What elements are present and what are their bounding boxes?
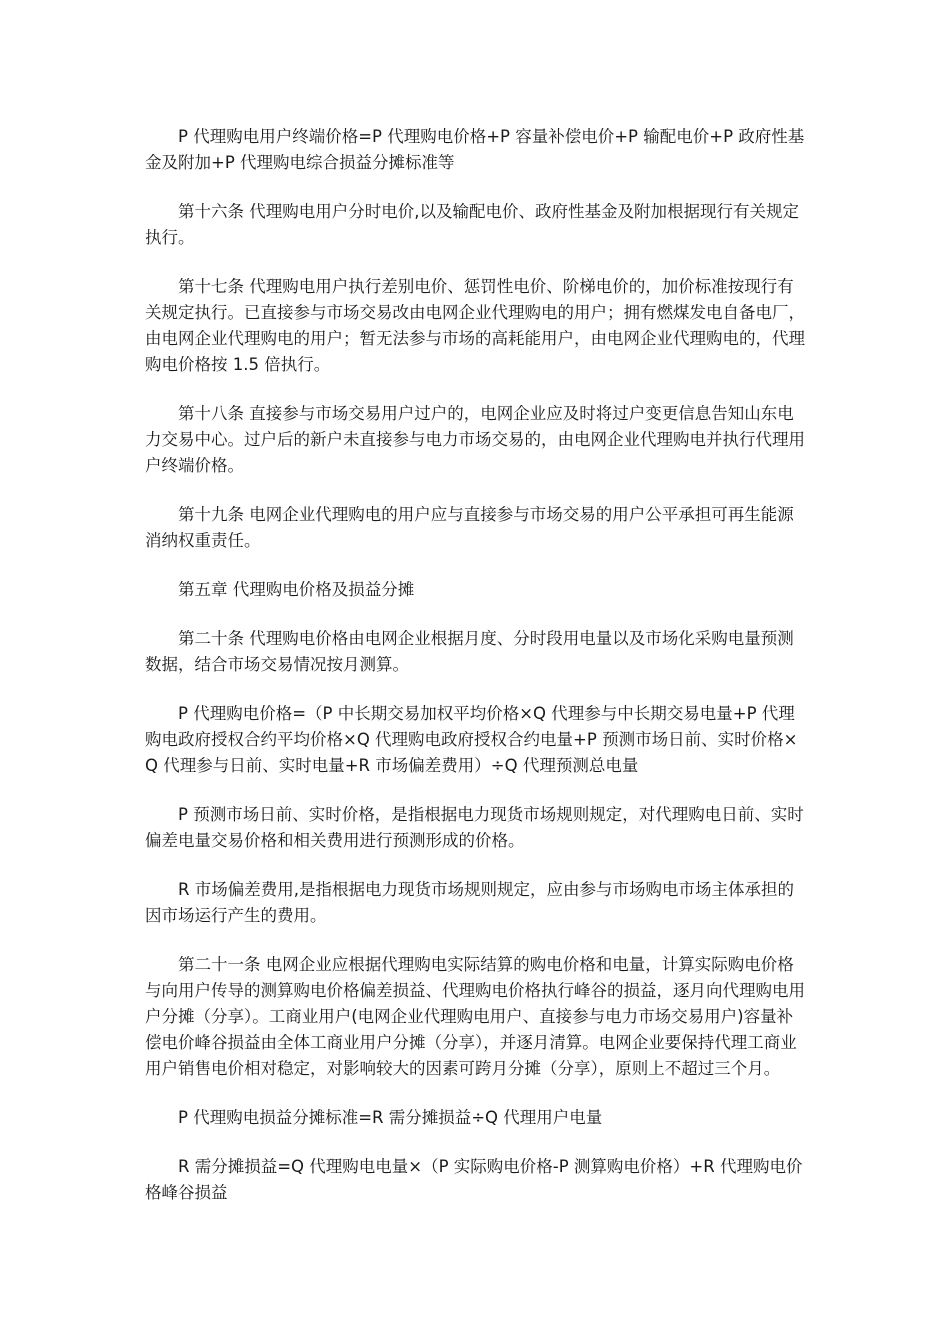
paragraph-article-18: 第十八条 直接参与市场交易用户过户的，电网企业应及时将过户变更信息告知山东电力交易中心。过户后的新户未直接参与电力市场交易的，由电网企业代理购电并执行代理用户终端价格。: [145, 404, 805, 475]
paragraph-article-20: 第二十条 代理购电价格由电网企业根据月度、分时段用电量以及市场化采购电量预测数据，结合市场交易情况按月测算。: [145, 629, 794, 674]
document-body: [145, 124, 805, 1229]
paragraph-article-21: 第二十一条 电网企业应根据代理购电实际结算的购电价格和电量，计算实际购电价格与向用户传导的测算购电价格偏差损益、代理购电价格执行峰谷的损益，逐月向代理购电用户分摊（分享）。工商业用户(电网企业代理购电用户、直接参与电力市场交易用户)容量补偿电价峰谷损益由全体工商业用户分摊（分享），并逐月清算。电网企业要保持代理工商业用户销售电价相对稳定，对影响较大的因素可跨月分摊（分享），原则上不超过三个月。: [145, 955, 805, 1078]
paragraph-terminal-price-formula: P 代理购电用户终端价格=P 代理购电价格+P 容量补偿电价+P 输配电价+P 政府性基金及附加+P 代理购电综合损益分摊标准等: [145, 127, 805, 172]
paragraph-shared-loss-formula: R 需分摊损益=Q 代理购电电量×（P 实际购电价格-P 测算购电价格）+R 代理购电价格峰谷损益: [145, 1157, 803, 1202]
paragraph-purchase-price-formula: P 代理购电价格=（P 中长期交易加权平均价格×Q 代理参与中长期交易电量+P 代理购电政府授权合约平均价格×Q 代理购电政府授权合约电量+P 预测市场日前、实时价格×Q 代理参与日前、实时电量+R 市场偏差费用）÷Q 代理预测总电量: [145, 704, 798, 775]
chapter-5-heading: 第五章 代理购电价格及损益分摊: [178, 580, 415, 599]
paragraph-forecast-price-definition: P 预测市场日前、实时价格，是指根据电力现货市场规则规定，对代理购电日前、实时偏差电量交易价格和相关费用进行预测形成的价格。: [145, 805, 804, 850]
paragraph-article-19: 第十九条 电网企业代理购电的用户应与直接参与市场交易的用户公平承担可再生能源消纳权重责任。: [145, 505, 794, 550]
paragraph-article-16: 第十六条 代理购电用户分时电价,以及输配电价、政府性基金及附加根据现行有关规定执行。: [145, 202, 799, 247]
paragraph-deviation-cost-definition: R 市场偏差费用,是指根据电力现货市场规则规定，应由参与市场购电市场主体承担的因市场运行产生的费用。: [145, 880, 794, 925]
paragraph-article-17: 第十七条 代理购电用户执行差别电价、惩罚性电价、阶梯电价的，加价标准按现行有关规定执行。已直接参与市场交易改由电网企业代理购电的用户；拥有燃煤发电自备电厂，由电网企业代理购电的用户；暂无法参与市场的高耗能用户，由电网企业代理购电的，代理购电价格按 1.5 倍执行。: [145, 277, 805, 374]
paragraph-loss-sharing-formula: P 代理购电损益分摊标准=R 需分摊损益÷Q 代理用户电量: [178, 1108, 603, 1127]
